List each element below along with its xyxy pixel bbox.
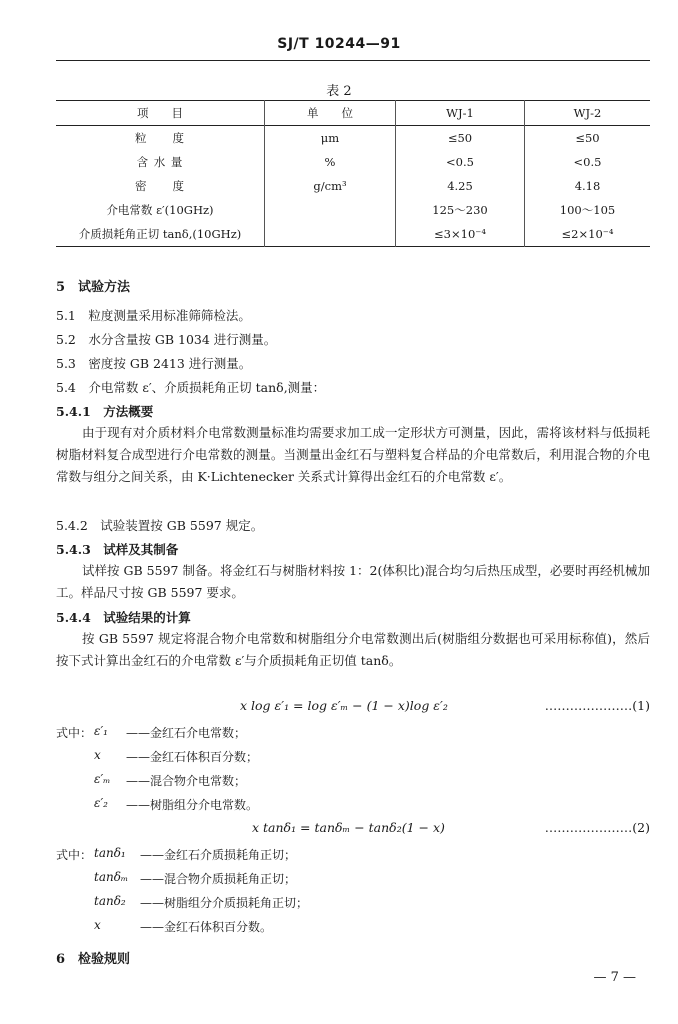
clause-5-4-1-title: 5.4.1 方法概要	[56, 404, 154, 419]
clause-5-4-2: 5.4.2 试验装置按 GB 5597 规定。	[56, 518, 264, 533]
table-cell: %	[265, 150, 396, 174]
formula-1-number: …………………(1)	[544, 698, 650, 713]
table-cell: 125～230	[396, 198, 525, 222]
formula-1-where-prefix: 式中：	[56, 726, 93, 740]
column-header-wj1: WJ-1	[396, 101, 525, 126]
page-number: — 7 —	[593, 970, 636, 985]
formula-2-symbol: tanδ₂	[94, 894, 126, 908]
table-row	[56, 198, 650, 222]
clause-5-4-1-text: 由于现有对介质材料介电常数测量标准均需要求加工成一定形状方可测量，因此，需将该材料与低损耗树脂材料复合成型进行介电常数的测量。当测量出金红石与塑料复合样品的介电常数后，利用混合物的介电常数与组分之间关系，由 K·Lichtenecker 关系式计算得出金红石的介电常数 ε′。	[56, 425, 650, 484]
standard-number-header: SJ/T 10244—91	[277, 36, 401, 52]
column-header-wj2: WJ-2	[525, 101, 651, 126]
table-cell: 粒 度	[135, 131, 185, 145]
formula-2-symbol: x	[94, 918, 101, 932]
clause-5-3: 5.3 密度按 GB 2413 进行测量。	[56, 356, 252, 371]
formula-2-expression: x tanδ₁ = tanδₘ − tanδ₂(1 − x)	[252, 820, 445, 835]
formula-2-symbol: tanδ₁	[94, 846, 126, 860]
table-header-row	[56, 101, 650, 126]
table-cell: 介电常数 ε′(10GHz)	[106, 203, 214, 217]
table-cell: 介质损耗角正切 tanδ,(10GHz)	[78, 227, 242, 241]
table-row	[56, 150, 650, 174]
formula-1-definition: ——金红石体积百分数；	[126, 750, 259, 764]
clause-5-4-3-title: 5.4.3 试样及其制备	[56, 542, 179, 557]
formula-1-symbol: ε′₂	[94, 796, 108, 810]
table-cell: <0.5	[525, 150, 651, 174]
formula-2-number: …………………(2)	[544, 820, 650, 835]
table-cell: ≤50	[525, 126, 651, 151]
table-cell: g/cm³	[265, 174, 396, 198]
formula-2-definition: ——金红石体积百分数。	[140, 920, 273, 934]
clause-5-4-4-text: 按 GB 5597 规定将混合物介电常数和树脂组分介电常数测出后(树脂组分数据也可采用标称值)，然后按下式计算出金红石的介电常数 ε′与介质损耗角正切值 tanδ。	[56, 631, 650, 668]
column-header-item: 项 目	[137, 106, 183, 120]
formula-2-definition: ——混合物介质损耗角正切；	[140, 872, 297, 886]
table-cell: ≤2×10⁻⁴	[525, 222, 651, 247]
formula-1-definition: ——混合物介电常数；	[126, 774, 247, 788]
formula-1-symbol: x	[94, 748, 101, 762]
clause-5-4: 5.4 介电常数 ε′、介质损耗角正切 tanδ,测量：	[56, 380, 326, 395]
table-cell: μm	[265, 126, 396, 151]
table-cell: ≤3×10⁻⁴	[396, 222, 525, 247]
table-caption: 表 2	[326, 84, 352, 99]
table-cell: ≤50	[396, 126, 525, 151]
formula-1-definition: ——树脂组分介电常数。	[126, 798, 259, 812]
table-cell: 密 度	[135, 179, 185, 193]
formula-1-expression: x log ε′₁ = log ε′ₘ − (1 − x)log ε′₂	[240, 698, 448, 713]
table-row	[56, 126, 650, 151]
formula-2-where-prefix: 式中：	[56, 848, 93, 862]
header-rule	[56, 60, 650, 61]
table-row	[56, 222, 650, 247]
clause-5-2: 5.2 水分含量按 GB 1034 进行测量。	[56, 332, 277, 347]
clause-5-4-3-text: 试样按 GB 5597 制备。将金红石与树脂材料按 1：2(体积比)混合均匀后热压成型，必要时再经机械加工。样品尺寸按 GB 5597 要求。	[56, 563, 650, 600]
formula-2-definition: ——金红石介质损耗角正切；	[140, 848, 297, 862]
formula-2-definition: ——树脂组分介质损耗角正切；	[140, 896, 309, 910]
table-cell	[265, 198, 396, 222]
table-cell: 4.18	[525, 174, 651, 198]
formula-1-symbol: ε′₁	[94, 724, 108, 738]
formula-2-symbol: tanδₘ	[94, 870, 129, 884]
table-cell: 4.25	[396, 174, 525, 198]
table-cell	[265, 222, 396, 247]
table-row	[56, 174, 650, 198]
clause-5-1: 5.1 粒度测量采用标准筛筛检法。	[56, 308, 251, 323]
section-6-title: 6 检验规则	[56, 952, 131, 967]
column-header-unit: 单 位	[265, 101, 396, 126]
section-5-title: 5 试验方法	[56, 280, 131, 295]
clause-5-4-4-title: 5.4.4 试验结果的计算	[56, 610, 191, 625]
specification-table	[56, 100, 650, 247]
formula-1-symbol: ε′ₘ	[94, 772, 111, 786]
formula-1-definition: ——金红石介电常数；	[126, 726, 247, 740]
table-cell: 含 水 量	[136, 155, 184, 169]
table-cell: <0.5	[396, 150, 525, 174]
table-cell: 100～105	[525, 198, 651, 222]
